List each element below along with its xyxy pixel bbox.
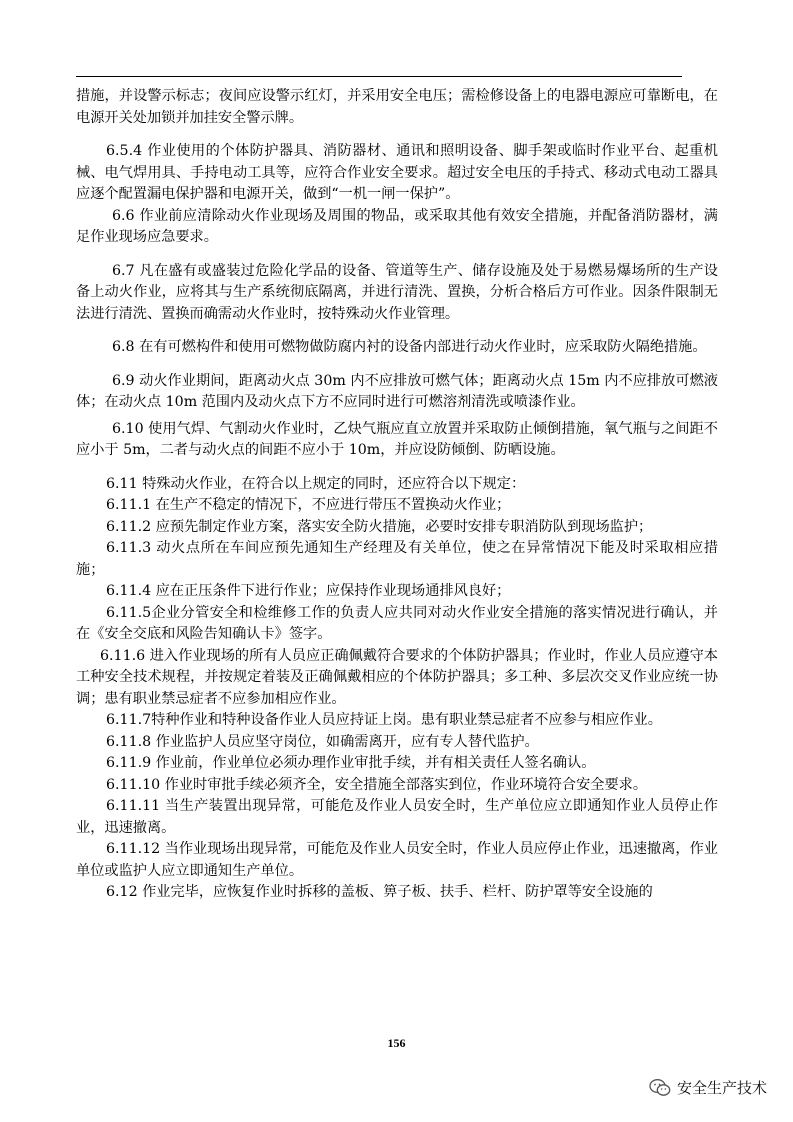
- paragraph: 6.11.8 作业监护人员应坚守岗位，如确需离开，应有专人替代监护。: [106, 733, 539, 750]
- paragraph: 6.10 使用气焊、气割动火作业时，乙炔气瓶应直立放置并采取防止倾倒措施，氧气瓶与之间距不应小于 5m，二者与动火点的间距不应小于 10m，并应设防倾倒、防晒设施。: [76, 420, 718, 458]
- paragraph: 6.11.4 应在正压条件下进行作业；应保持作业现场通排风良好；: [106, 583, 511, 599]
- paragraph: 6.11.6 进入作业现场的所有人员应正确佩戴符合要求的个体防护器具；作业时，作业人员应遵守本工种安全技术规程，并按规定着装及正确佩戴相应的个体防护器具；多工种、多层次交叉作业应统一协调；患有职业禁忌症者不应参加相应作业。: [76, 647, 718, 707]
- wechat-icon: [649, 1078, 671, 1098]
- paragraph: 6.11.5企业分管安全和检维修工作的负责人应共同对动火作业安全措施的落实情况进行确认，并在《安全交底和风险告知确认卡》签字。: [76, 604, 718, 642]
- account-name: 安全生产技术: [676, 1079, 767, 1097]
- paragraph: 6.11 特殊动火作业，在符合以上规定的同时，还应符合以下规定：: [106, 475, 526, 492]
- paragraph: 6.5.4 作业使用的个体防护器具、消防器材、通讯和照明设备、脚手架或临时作业平台、起重机械、电气焊用具、手持电动工具等，应符合作业安全要求。超过安全电压的手持式、移动式电动工器具应逐个配置漏电保护器和电源开关，做到“一机一闸一保护”。: [76, 143, 718, 202]
- paragraph: 6.7 凡在盛有或盛装过危险化学品的设备、管道等生产、储存设施及处于易燃易爆场所的生产设备上动火作业，应将其与生产系统彻底隔离，并进行清洗、置换，分析合格后方可作业。因条件限制无法进行清洗、置换而确需动火作业时，按特殊动火作业管理。: [76, 262, 718, 322]
- paragraph: 6.11.10 作业时审批手续必须齐全，安全措施全部落实到位，作业环境符合安全要求。: [106, 776, 648, 793]
- paragraph: 6.11.7特种作业和特种设备作业人员应持证上岗。患有职业禁忌症者不应参与相应作业。: [106, 712, 662, 728]
- paragraph: 6.9 动火作业期间，距离动火点 30m 内不应排放可燃气体；距离动火点 15m 内不应排放可燃液体；在动火点 10m 范围内及动火点下方不应同时进行可燃溶剂清洗或喷漆作业。: [76, 372, 718, 410]
- paragraph: 6.11.11 当生产装置出现异常，可能危及作业人员安全时，生产单位应立即通知作业人员停止作业，迅速撤离。: [76, 798, 718, 836]
- account-badge[interactable]: [649, 1077, 767, 1098]
- page-number: 156: [387, 1036, 406, 1050]
- paragraph: 6.11.2 应预先制定作业方案，落实安全防火措施，必要时安排专职消防队到现场监护；: [106, 518, 653, 535]
- paragraph: 6.12 作业完毕，应恢复作业时拆移的盖板、箅子板、扶手、栏杆、防护罩等安全设施的: [106, 884, 653, 900]
- paragraph: 6.11.12 当作业现场出现异常，可能危及作业人员安全时，作业人员应停止作业，迅速撤离，作业单位或监护人应立即通知生产单位。: [76, 841, 718, 879]
- paragraph: 措施，并设警示标志；夜间应设警示红灯，并采用安全电压；需检修设备上的电器电源应可靠断电，在电源开关处加锁并加挂安全警示牌。: [76, 88, 718, 126]
- paragraph: 6.11.9 作业前，作业单位必须办理作业审批手续，并有相关责任人签名确认。: [106, 755, 596, 771]
- paragraph: 6.6 作业前应清除动火作业现场及周围的物品，或采取其他有效安全措施，并配备消防器材，满足作业现场应急要求。: [76, 207, 718, 245]
- paragraph: 6.11.1 在生产不稳定的情况下，不应进行带压不置换动火作业；: [106, 497, 511, 513]
- document-body: [76, 86, 718, 904]
- header-rule: [76, 76, 682, 77]
- paragraph: 6.8 在有可燃构件和使用可燃物做防腐内衬的设备内部进行动火作业时，应采取防火隔绝措施。: [112, 339, 707, 355]
- paragraph: 6.11.3 动火点所在车间应预先通知生产经理及有关单位，使之在异常情况下能及时采取相应措施；: [76, 540, 718, 578]
